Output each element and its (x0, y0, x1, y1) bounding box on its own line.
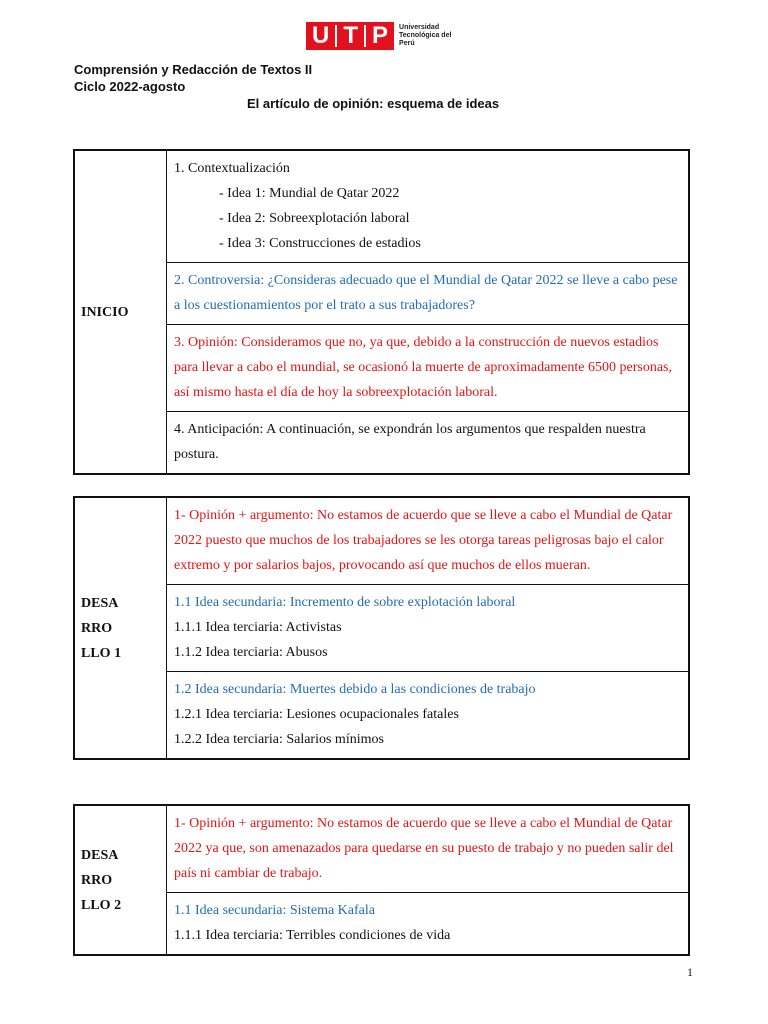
contextualization-title: 1. Contextualización (174, 161, 290, 176)
table-row (74, 497, 689, 585)
tertiary-idea: 1.1.1 Idea terciaria: Terribles condiciones de vida (174, 928, 451, 943)
logo-letter-u: U (312, 22, 330, 49)
secondary-idea-cell (167, 585, 690, 672)
tertiary-idea: 1.2.1 Idea terciaria: Lesiones ocupacionales fatales (174, 707, 459, 722)
desarrollo1-table (73, 496, 690, 760)
table-row (74, 325, 689, 412)
table-row (74, 805, 689, 893)
inicio-table (73, 149, 690, 475)
anticipation-cell: 4. Anticipación: A continuación, se expondrán los argumentos que respalden nuestra postura. (167, 412, 690, 475)
opinion-cell: 3. Opinión: Consideramos que no, ya que, debido a la construcción de nuevos estadios para llevar a cabo el mundial, se ocasionó la muerte de aproximadamente 6500 personas, así mismo hasta el día de hoy la sobreexplotación laboral. (167, 325, 690, 412)
table-row (74, 893, 689, 956)
idea-item: - Idea 1: Mundial de Qatar 2022 (219, 186, 400, 201)
table-row (74, 150, 689, 263)
logo-divider (364, 25, 366, 47)
table-row (74, 412, 689, 475)
desarrollo2-label (74, 805, 167, 955)
argument-cell: 1- Opinión + argumento: No estamos de acuerdo que se lleve a cabo el Mundial de Qatar 2022 ya que, son amenazados para quedarse en su puesto de trabajo y no pueden salir del país ni cambiar de trabajo. (167, 805, 690, 893)
secondary-idea-title: 1.1 Idea secundaria: Sistema Kafala (174, 903, 375, 918)
course-title: Comprensión y Redacción de Textos II (74, 62, 313, 77)
label-line: DESA (81, 847, 119, 863)
cycle-label: Ciclo 2022-agosto (74, 79, 186, 94)
label-line: LLO 2 (81, 897, 122, 913)
label-line: DESA (81, 595, 119, 611)
logo-divider (335, 25, 337, 47)
label-line: LLO 1 (81, 645, 122, 661)
idea-item: - Idea 3: Construcciones de estadios (219, 236, 421, 251)
controversy-cell: 2. Controversia: ¿Consideras adecuado que el Mundial de Qatar 2022 se lleve a cabo pese a los cuestionamientos por el trato a sus trabajadores? (167, 263, 690, 325)
utp-logo-mark (306, 22, 394, 50)
document-title: El artículo de opinión: esquema de ideas (247, 96, 500, 111)
secondary-idea-title: 1.1 Idea secundaria: Incremento de sobre explotación laboral (174, 595, 516, 610)
logo-letter-t: T (343, 22, 359, 49)
secondary-idea-cell (167, 672, 690, 760)
page-number: 1 (687, 965, 693, 979)
secondary-idea-title: 1.2 Idea secundaria: Muertes debido a las condiciones de trabajo (174, 682, 536, 697)
secondary-idea-cell (167, 893, 690, 956)
logo-letter-p: P (372, 22, 389, 49)
desarrollo1-label (74, 497, 167, 759)
table-row (74, 585, 689, 672)
tertiary-idea: 1.1.1 Idea terciaria: Activistas (174, 620, 342, 635)
label-line: RRO (81, 872, 113, 888)
table-row (74, 263, 689, 325)
utp-logo (306, 22, 459, 50)
desarrollo2-table (73, 804, 690, 956)
argument-cell: 1- Opinión + argumento: No estamos de acuerdo que se lleve a cabo el Mundial de Qatar 2022 puesto que muchos de los trabajadores se les otorga tareas peligrosas bajo el calor extremo y por salarios bajos, provocando así que muchos de ellos mueran. (167, 497, 690, 585)
table-row (74, 672, 689, 760)
inicio-label: INICIO (74, 150, 167, 474)
label-line: RRO (81, 620, 113, 636)
contextualization-cell (167, 150, 690, 263)
logo-university-name: Universidad Tecnológica del Perú (399, 24, 452, 47)
tertiary-idea: 1.1.2 Idea terciaria: Abusos (174, 645, 328, 660)
tertiary-idea: 1.2.2 Idea terciaria: Salarios mínimos (174, 732, 384, 747)
idea-item: - Idea 2: Sobreexplotación laboral (219, 211, 410, 226)
